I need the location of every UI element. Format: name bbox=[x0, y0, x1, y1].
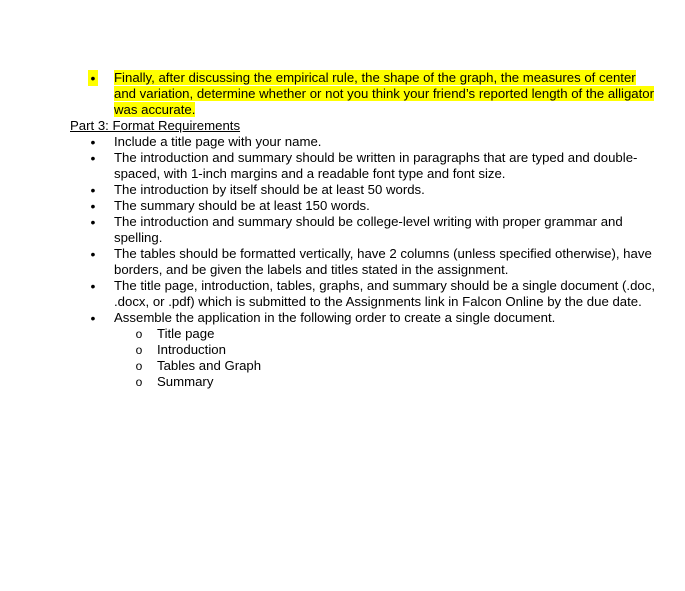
list-item-text: The tables should be formatted vertically, have 2 columns (unless specified otherwise), have borders, and be given the labels and titles stated in the assignment. bbox=[114, 246, 652, 277]
sub-list-item bbox=[70, 358, 660, 374]
list-item-text: Assemble the application in the following order to create a single document. bbox=[114, 310, 556, 325]
list-item bbox=[70, 246, 660, 278]
highlighted-text: Finally, after discussing the empirical rule, the shape of the graph, the measures of center and variation, determine whether or not you think your friend’s reported length of the alligator was accurate. bbox=[114, 70, 655, 117]
list-item bbox=[70, 182, 660, 198]
bullet-icon: • bbox=[90, 198, 96, 214]
list-item bbox=[70, 278, 660, 310]
list-item bbox=[70, 150, 660, 182]
sub-list-item-text: Tables and Graph bbox=[157, 358, 262, 373]
circle-bullet-icon: o bbox=[135, 359, 143, 373]
list-item bbox=[70, 134, 660, 150]
bullet-icon: • bbox=[90, 246, 96, 262]
sub-list-item bbox=[70, 342, 660, 358]
highlighted-bullet-item bbox=[70, 70, 660, 118]
sub-list-item bbox=[70, 326, 660, 342]
circle-bullet-icon: o bbox=[135, 375, 143, 389]
bullet-icon: • bbox=[90, 134, 96, 150]
sub-list-item-text: Summary bbox=[157, 374, 214, 389]
part3-heading: Part 3: Format Requirements bbox=[70, 118, 241, 133]
circle-bullet-icon: o bbox=[135, 343, 143, 357]
list-item-text: The introduction by itself should be at least 50 words. bbox=[114, 182, 425, 197]
list-item-text: The title page, introduction, tables, graphs, and summary should be a single document (.doc, .docx, or .pdf) which is submitted to the Assignments link in Falcon Online by the due date. bbox=[114, 278, 655, 309]
circle-bullet-icon: o bbox=[135, 327, 143, 341]
sub-list-item-text: Title page bbox=[157, 326, 215, 341]
list-item-text: The introduction and summary should be written in paragraphs that are typed and double-spaced, with 1-inch margins and a readable font type and font size. bbox=[114, 150, 638, 181]
list-item bbox=[70, 198, 660, 214]
list-item bbox=[70, 310, 660, 390]
sub-list-item-text: Introduction bbox=[157, 342, 226, 357]
bullet-icon: • bbox=[90, 214, 96, 230]
part-heading bbox=[70, 118, 660, 134]
document-content bbox=[70, 70, 660, 390]
list-item bbox=[70, 214, 660, 246]
bullet-icon: • bbox=[90, 278, 96, 294]
bullet-icon: • bbox=[90, 310, 96, 326]
bullet-icon: • bbox=[88, 70, 98, 86]
bullet-icon: • bbox=[90, 150, 96, 166]
requirements-list bbox=[70, 134, 660, 390]
highlighted-bullet-list bbox=[70, 70, 660, 118]
bullet-icon: • bbox=[90, 182, 96, 198]
list-item-text: The introduction and summary should be college-level writing with proper grammar and spelling. bbox=[114, 214, 623, 245]
order-sub-list bbox=[70, 326, 660, 390]
list-item-text: Include a title page with your name. bbox=[114, 134, 322, 149]
list-item-text: The summary should be at least 150 words. bbox=[114, 198, 370, 213]
sub-list-item bbox=[70, 374, 660, 390]
